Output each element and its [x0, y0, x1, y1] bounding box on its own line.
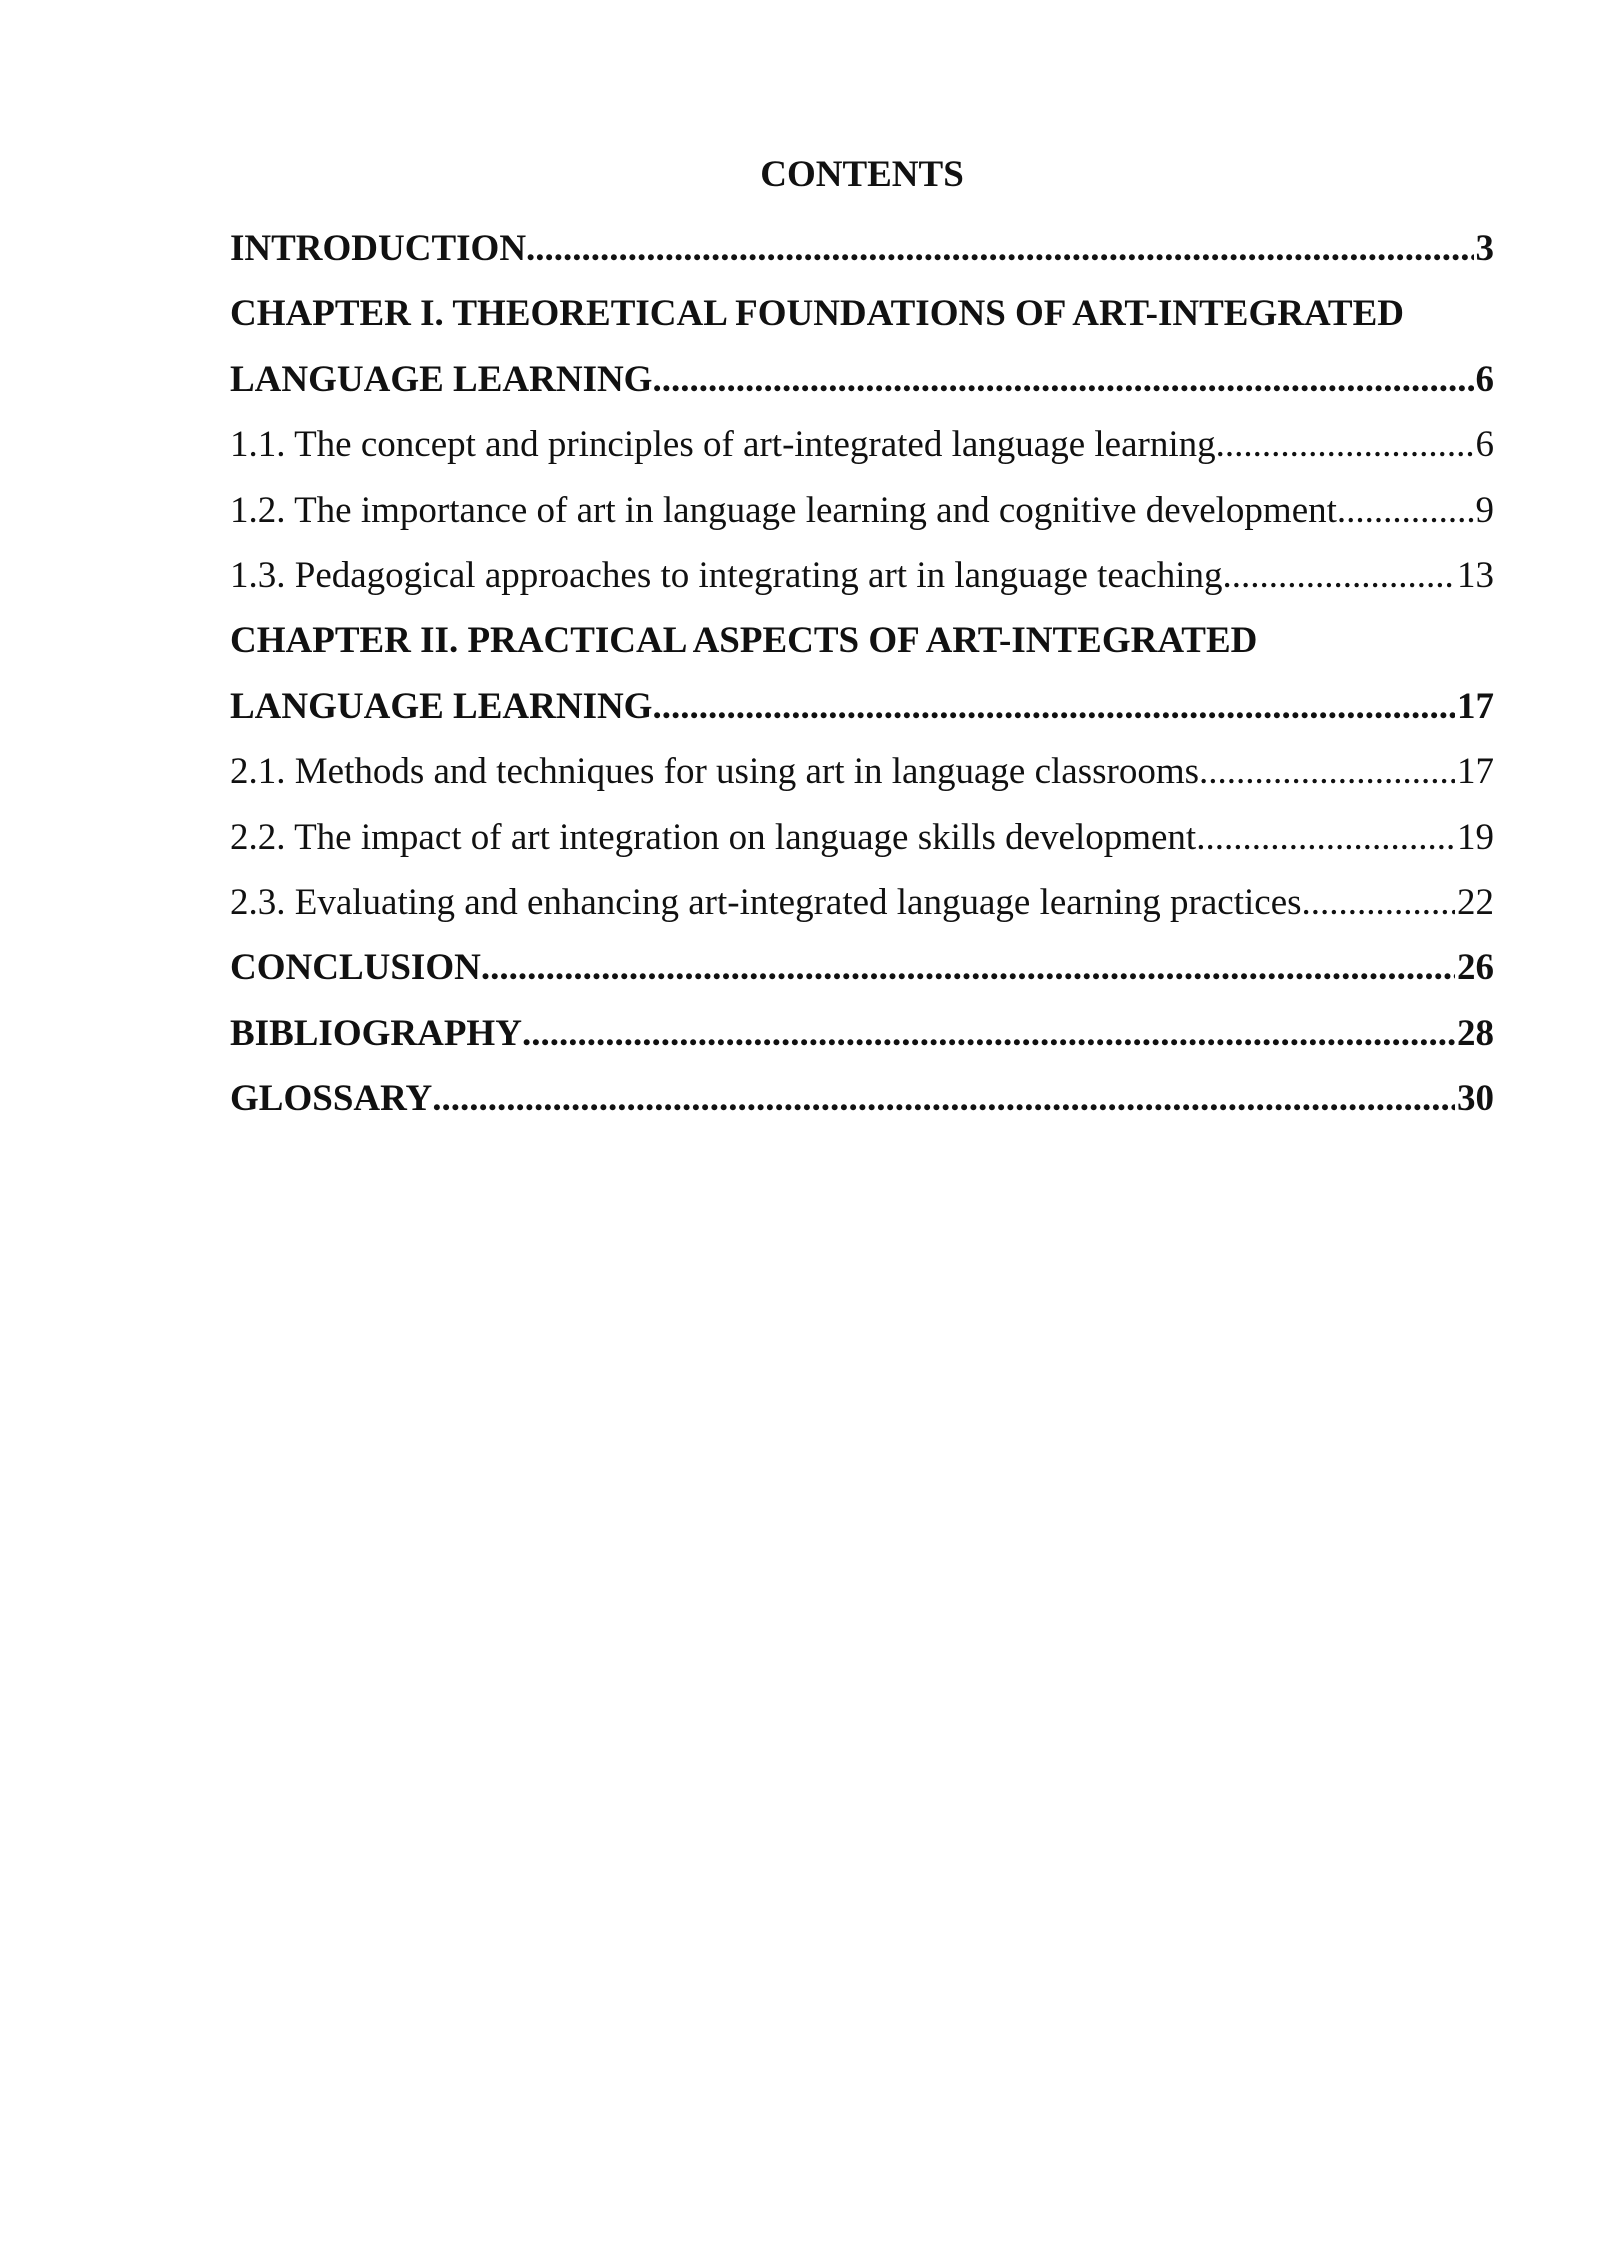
toc-page-number: 3 — [1475, 228, 1494, 269]
dot-leader — [1302, 870, 1455, 935]
toc-entry-section-1-3[interactable] — [230, 543, 1494, 608]
dot-leader — [522, 1001, 1455, 1066]
toc-entry-text: INTRODUCTION — [230, 228, 527, 269]
toc-entry-section-2-2[interactable] — [230, 805, 1494, 870]
dot-leader — [652, 347, 1473, 412]
toc-page-number: 6 — [1475, 424, 1494, 466]
toc-entry-section-2-3[interactable] — [230, 870, 1494, 935]
toc-page-number: 13 — [1457, 554, 1494, 596]
toc-entry-introduction[interactable] — [230, 216, 1494, 281]
toc-page-number: 6 — [1475, 358, 1494, 400]
toc-page-number: 17 — [1457, 685, 1494, 727]
toc-entry-section-1-2[interactable] — [230, 478, 1494, 543]
toc-entry-conclusion[interactable] — [230, 935, 1494, 1000]
toc-page-number: 19 — [1457, 816, 1494, 858]
table-of-contents — [230, 150, 1494, 1131]
dot-leader — [526, 216, 1473, 281]
toc-entry-text: CONCLUSION — [230, 947, 481, 989]
toc-page-number: 28 — [1457, 1012, 1494, 1054]
toc-entry-section-2-1[interactable] — [230, 739, 1494, 804]
toc-entry-text: LANGUAGE LEARNING — [230, 685, 653, 727]
toc-entry-text: 2.1. Methods and techniques for using art in language classrooms — [230, 751, 1199, 793]
toc-entry-chapter-2[interactable] — [230, 608, 1494, 739]
dot-leader — [481, 935, 1455, 1000]
toc-entry-heading-line: CHAPTER I. THEORETICAL FOUNDATIONS OF ART-INTEGRATED — [230, 293, 1405, 335]
dot-leader — [1196, 805, 1455, 870]
toc-entry-heading-line: CHAPTER II. PRACTICAL ASPECTS OF ART-INTEGRATED — [230, 620, 1258, 662]
toc-entry-chapter-1[interactable] — [230, 281, 1494, 412]
dot-leader — [1216, 412, 1474, 477]
toc-entry-glossary[interactable] — [230, 1066, 1494, 1131]
toc-entry-text: 1.1. The concept and principles of art-integrated language learning — [230, 424, 1216, 466]
toc-entry-text: LANGUAGE LEARNING — [230, 358, 653, 400]
toc-entry-text: 1.3. Pedagogical approaches to integrating art in language teaching — [230, 554, 1223, 596]
toc-entry-text: 2.2. The impact of art integration on language skills development — [230, 816, 1197, 858]
dot-leader — [652, 674, 1455, 739]
toc-page-number: 30 — [1457, 1078, 1494, 1120]
dot-leader — [1222, 543, 1455, 608]
toc-page-number: 9 — [1475, 489, 1494, 531]
toc-entry-text: 2.3. Evaluating and enhancing art-integrated language learning practices — [230, 881, 1302, 923]
toc-entry-text: BIBLIOGRAPHY — [230, 1012, 522, 1054]
toc-entry-text: 1.2. The importance of art in language learning and cognitive development — [230, 489, 1337, 531]
toc-page-number: 17 — [1457, 751, 1494, 793]
toc-entry-text: GLOSSARY — [230, 1078, 433, 1120]
toc-page-number: 26 — [1457, 947, 1494, 989]
toc-entry-section-1-1[interactable] — [230, 412, 1494, 477]
dot-leader — [1199, 739, 1455, 804]
toc-page-number: 22 — [1457, 881, 1494, 923]
contents-title: CONTENTS — [760, 154, 964, 195]
dot-leader — [1337, 478, 1474, 543]
toc-entry-bibliography[interactable] — [230, 1001, 1494, 1066]
dot-leader — [432, 1066, 1455, 1131]
